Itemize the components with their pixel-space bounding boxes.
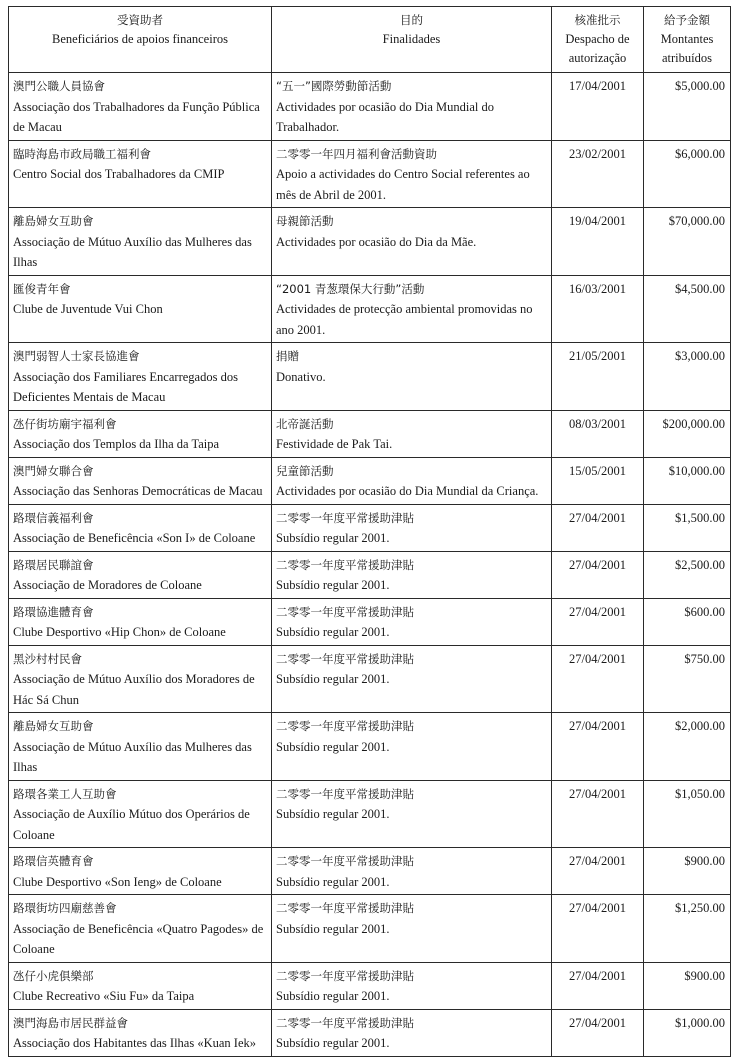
beneficiary-name-pt: Associação de Mútuo Auxílio das Mulheres das Ilhas <box>13 234 252 269</box>
beneficiary-cell <box>9 73 272 141</box>
table-row <box>9 410 731 457</box>
beneficiary-cell <box>9 895 272 963</box>
beneficiary-cell <box>9 780 272 848</box>
document-page <box>8 6 731 1057</box>
authorization-date-cell <box>552 895 644 963</box>
beneficiary-cell <box>9 962 272 1009</box>
authorization-date: 27/04/2001 <box>569 968 626 983</box>
beneficiary-name-zh: 澳門婦女聯合會 <box>13 463 94 478</box>
table-row <box>9 343 731 411</box>
header-date-zh: 核准批示 <box>574 13 621 27</box>
beneficiary-name-zh: 路環信義福利會 <box>13 510 94 525</box>
authorization-date-cell <box>552 598 644 645</box>
authorization-date: 17/04/2001 <box>569 79 626 93</box>
authorization-date: 16/03/2001 <box>569 281 626 296</box>
table-row <box>9 598 731 645</box>
beneficiary-name-zh: 黑沙村村民會 <box>13 651 82 666</box>
beneficiary-cell <box>9 551 272 598</box>
purpose-pt: Subsídio regular 2001. <box>276 1036 390 1050</box>
amount-cell <box>644 140 731 208</box>
header-date-pt2: autorização <box>568 51 627 65</box>
table-row <box>9 457 731 504</box>
beneficiary-name-pt: Associação de Mútuo Auxílio dos Moradores de Hác Sá Chun <box>13 672 255 707</box>
purpose-zh: 北帝誕活動 <box>276 416 334 431</box>
table-row <box>9 551 731 598</box>
authorization-date-cell <box>552 140 644 208</box>
table-body <box>9 73 731 1057</box>
table-row <box>9 275 731 343</box>
purpose-zh: 二零零一年度平常援助津貼 <box>276 510 414 525</box>
authorization-date-cell <box>552 962 644 1009</box>
purpose-pt: Actividades por ocasião do Dia Mundial da Criança. <box>276 484 539 498</box>
amount-value: $2,000.00 <box>675 719 725 733</box>
authorization-date-cell <box>552 275 644 343</box>
beneficiary-name-pt: Clube Desportivo «Son Ieng» de Coloane <box>13 874 222 889</box>
authorization-date: 27/04/2001 <box>569 510 626 525</box>
beneficiary-name-pt: Clube de Juventude Vui Chon <box>13 302 163 316</box>
authorization-date-cell <box>552 208 644 276</box>
purpose-pt: Subsídio regular 2001. <box>276 672 390 686</box>
beneficiary-name-pt: Associação dos Familiares Encarregados dos Deficientes Mentais de Macau <box>13 369 238 404</box>
header-amount <box>644 7 731 73</box>
purpose-cell <box>272 504 552 551</box>
authorization-date-cell <box>552 73 644 141</box>
beneficiary-cell <box>9 645 272 713</box>
amount-cell <box>644 457 731 504</box>
authorization-date-cell <box>552 343 644 411</box>
amount-value: $750.00 <box>684 651 725 666</box>
purpose-pt: Actividades por ocasião do Dia Mundial do Trabalhador. <box>276 99 495 134</box>
purpose-cell <box>272 895 552 963</box>
authorization-date-cell <box>552 410 644 457</box>
purpose-cell <box>272 275 552 343</box>
purpose-zh: 二零零一年度平常援助津貼 <box>276 901 414 915</box>
beneficiary-name-zh: 路環協進體育會 <box>13 604 94 619</box>
table-row <box>9 73 731 141</box>
purpose-pt: Subsídio regular 2001. <box>276 739 390 754</box>
purpose-zh: 二零零一年度平常援助津貼 <box>276 854 414 868</box>
table-row <box>9 780 731 848</box>
purpose-cell <box>272 343 552 411</box>
purpose-cell <box>272 410 552 457</box>
amount-value: $1,000.00 <box>675 1015 725 1030</box>
authorization-date-cell <box>552 645 644 713</box>
purpose-cell <box>272 208 552 276</box>
purpose-zh: 兒童節活動 <box>276 463 334 478</box>
purpose-cell <box>272 848 552 895</box>
authorization-date-cell <box>552 551 644 598</box>
table-row <box>9 713 731 781</box>
purpose-pt: Subsídio regular 2001. <box>276 989 390 1003</box>
amount-value: $4,500.00 <box>675 281 725 296</box>
amount-value: $600.00 <box>684 604 725 619</box>
purpose-pt: Subsídio regular 2001. <box>276 921 390 936</box>
purpose-cell <box>272 73 552 141</box>
purpose-pt: Actividades por ocasião do Dia da Mãe. <box>276 234 477 249</box>
amount-value: $1,050.00 <box>675 786 725 801</box>
header-beneficiaries <box>9 7 272 73</box>
header-amount-pt2: atribuídos <box>662 51 712 65</box>
beneficiary-name-pt: Associação dos Trabalhadores da Função Pública de Macau <box>13 99 260 134</box>
amount-value: $70,000.00 <box>668 214 725 228</box>
beneficiary-name-pt: Clube Desportivo «Hip Chon» de Coloane <box>13 625 226 639</box>
table-row <box>9 645 731 713</box>
beneficiary-name-pt: Associação de Mútuo Auxílio das Mulheres das Ilhas <box>13 739 252 774</box>
table-row <box>9 140 731 208</box>
beneficiary-name-zh: 路環各業工人互助會 <box>13 786 117 801</box>
purpose-cell <box>272 713 552 781</box>
authorization-date: 27/04/2001 <box>569 557 626 572</box>
amount-cell <box>644 598 731 645</box>
authorization-date-cell <box>552 780 644 848</box>
purpose-zh: 二零零一年度平常援助津貼 <box>276 719 414 733</box>
beneficiary-cell <box>9 343 272 411</box>
purpose-cell <box>272 551 552 598</box>
purpose-zh: “2001 青葱環保大行動”活動 <box>276 281 425 296</box>
purpose-zh: 捐贈 <box>276 349 299 363</box>
amount-cell <box>644 962 731 1009</box>
amount-value: $1,250.00 <box>675 901 725 915</box>
authorization-date-cell <box>552 504 644 551</box>
amount-value: $200,000.00 <box>662 416 725 431</box>
table-row <box>9 504 731 551</box>
authorization-date: 27/04/2001 <box>569 1015 626 1030</box>
amount-cell <box>644 780 731 848</box>
beneficiary-name-pt: Associação de Beneficência «Son I» de Coloane <box>13 531 256 545</box>
beneficiary-name-pt: Associação de Auxílio Mútuo dos Operários de Coloane <box>13 807 250 842</box>
authorization-date-cell <box>552 713 644 781</box>
header-purpose-pt: Finalidades <box>382 32 441 46</box>
authorization-date: 27/04/2001 <box>569 719 626 733</box>
purpose-zh: 二零零一年度平常援助津貼 <box>276 1015 414 1030</box>
purpose-pt: Donativo. <box>276 369 326 384</box>
header-date <box>552 7 644 73</box>
authorization-date: 27/04/2001 <box>569 651 626 666</box>
table-header-row <box>9 7 731 73</box>
amount-cell <box>644 343 731 411</box>
authorization-date: 27/04/2001 <box>569 901 626 915</box>
beneficiary-cell <box>9 713 272 781</box>
amount-cell <box>644 73 731 141</box>
authorization-date: 21/05/2001 <box>569 349 626 363</box>
amount-value: $900.00 <box>684 854 725 868</box>
beneficiary-name-zh: 路環信英體育會 <box>13 854 94 868</box>
purpose-zh: 二零零一年度平常援助津貼 <box>276 968 414 983</box>
purpose-pt: Subsídio regular 2001. <box>276 874 390 889</box>
purpose-pt: Festividade de Pak Tai. <box>276 437 393 451</box>
purpose-zh: 二零零一年度平常援助津貼 <box>276 651 414 666</box>
authorization-date: 23/02/2001 <box>569 146 626 161</box>
amount-value: $10,000.00 <box>668 463 725 478</box>
beneficiary-name-zh: 匯俊青年會 <box>13 281 71 296</box>
beneficiary-cell <box>9 457 272 504</box>
beneficiary-name-zh: 氹仔小虎俱樂部 <box>13 968 94 983</box>
purpose-cell <box>272 645 552 713</box>
authorization-date-cell <box>552 457 644 504</box>
purpose-zh: 二零零一年四月福利會活動資助 <box>276 146 437 161</box>
purpose-zh: 母親節活動 <box>276 214 334 228</box>
beneficiary-cell <box>9 410 272 457</box>
beneficiary-name-zh: 離島婦女互助會 <box>13 719 94 733</box>
header-amount-zh: 給予金額 <box>664 13 710 27</box>
amount-value: $5,000.00 <box>675 79 725 93</box>
amount-cell <box>644 713 731 781</box>
purpose-cell <box>272 140 552 208</box>
beneficiary-name-zh: 路環居民聯誼會 <box>13 557 94 572</box>
beneficiary-name-pt: Associação dos Templos da Ilha da Taipa <box>13 437 220 451</box>
authorization-date-cell <box>552 848 644 895</box>
beneficiary-cell <box>9 598 272 645</box>
purpose-pt: Subsídio regular 2001. <box>276 578 390 592</box>
amount-value: $3,000.00 <box>675 349 725 363</box>
amount-cell <box>644 645 731 713</box>
beneficiary-name-pt: Centro Social dos Trabalhadores da CMIP <box>13 167 225 181</box>
amount-value: $1,500.00 <box>675 510 725 525</box>
beneficiary-name-zh: 離島婦女互助會 <box>13 214 94 228</box>
table-row <box>9 962 731 1009</box>
purpose-pt: Subsídio regular 2001. <box>276 531 390 545</box>
purpose-pt: Actividades de protecção ambiental promovidas no ano 2001. <box>276 302 533 337</box>
header-amount-pt1: Montantes <box>660 32 714 46</box>
header-beneficiaries-pt: Beneficiários de apoios financeiros <box>52 32 228 46</box>
header-purpose <box>272 7 552 73</box>
authorization-date: 27/04/2001 <box>569 604 626 619</box>
authorization-date: 19/04/2001 <box>569 214 626 228</box>
amount-cell <box>644 848 731 895</box>
purpose-zh: “五一”國際勞動節活動 <box>276 79 392 93</box>
beneficiary-name-pt: Associação das Senhoras Democráticas de Macau <box>13 484 263 498</box>
purpose-cell <box>272 457 552 504</box>
amount-cell <box>644 504 731 551</box>
header-purpose-zh: 目的 <box>400 13 423 27</box>
beneficiary-name-pt: Associação de Beneficência «Quatro Pagodes» de Coloane <box>13 921 264 956</box>
purpose-zh: 二零零一年度平常援助津貼 <box>276 557 414 572</box>
authorization-date: 08/03/2001 <box>569 416 626 431</box>
beneficiary-name-zh: 澳門海島市居民群益會 <box>13 1015 128 1030</box>
beneficiary-cell <box>9 848 272 895</box>
authorization-date: 27/04/2001 <box>569 786 626 801</box>
table-row <box>9 208 731 276</box>
purpose-cell <box>272 780 552 848</box>
table-row <box>9 895 731 963</box>
amount-value: $6,000.00 <box>675 146 725 161</box>
beneficiary-cell <box>9 140 272 208</box>
purpose-cell <box>272 962 552 1009</box>
header-beneficiaries-zh: 受資助者 <box>117 13 163 27</box>
purpose-pt: Subsídio regular 2001. <box>276 807 390 821</box>
beneficiary-name-zh: 澳門弱智人士家長協進會 <box>13 349 140 363</box>
purpose-pt: Subsídio regular 2001. <box>276 625 390 639</box>
beneficiary-name-zh: 路環街坊四廟慈善會 <box>13 901 117 915</box>
beneficiary-cell <box>9 504 272 551</box>
beneficiary-cell <box>9 208 272 276</box>
purpose-pt: Apoio a actividades do Centro Social referentes ao mês de Abril de 2001. <box>276 167 530 202</box>
amount-value: $2,500.00 <box>675 557 725 572</box>
beneficiary-name-pt: Associação dos Habitantes das Ilhas «Kuan Iek» <box>13 1036 256 1050</box>
table-row <box>9 848 731 895</box>
purpose-zh: 二零零一年度平常援助津貼 <box>276 786 414 801</box>
beneficiary-name-zh: 澳門公職人員協會 <box>13 79 105 93</box>
amount-cell <box>644 895 731 963</box>
beneficiary-name-pt: Clube Recreativo «Siu Fu» da Taipa <box>13 989 195 1003</box>
amount-cell <box>644 410 731 457</box>
authorization-date: 27/04/2001 <box>569 854 626 868</box>
subsidy-table <box>8 6 731 1057</box>
amount-cell <box>644 275 731 343</box>
beneficiary-name-pt: Associação de Moradores de Coloane <box>13 578 202 592</box>
amount-value: $900.00 <box>684 968 725 983</box>
authorization-date: 15/05/2001 <box>569 463 626 478</box>
purpose-cell <box>272 598 552 645</box>
beneficiary-name-zh: 氹仔街坊廟宇福利會 <box>13 416 117 431</box>
header-date-pt1: Despacho de <box>565 32 630 46</box>
beneficiary-cell <box>9 275 272 343</box>
amount-cell <box>644 208 731 276</box>
amount-cell <box>644 551 731 598</box>
beneficiary-name-zh: 臨時海島市政局職工福利會 <box>13 146 151 161</box>
purpose-zh: 二零零一年度平常援助津貼 <box>276 604 414 619</box>
